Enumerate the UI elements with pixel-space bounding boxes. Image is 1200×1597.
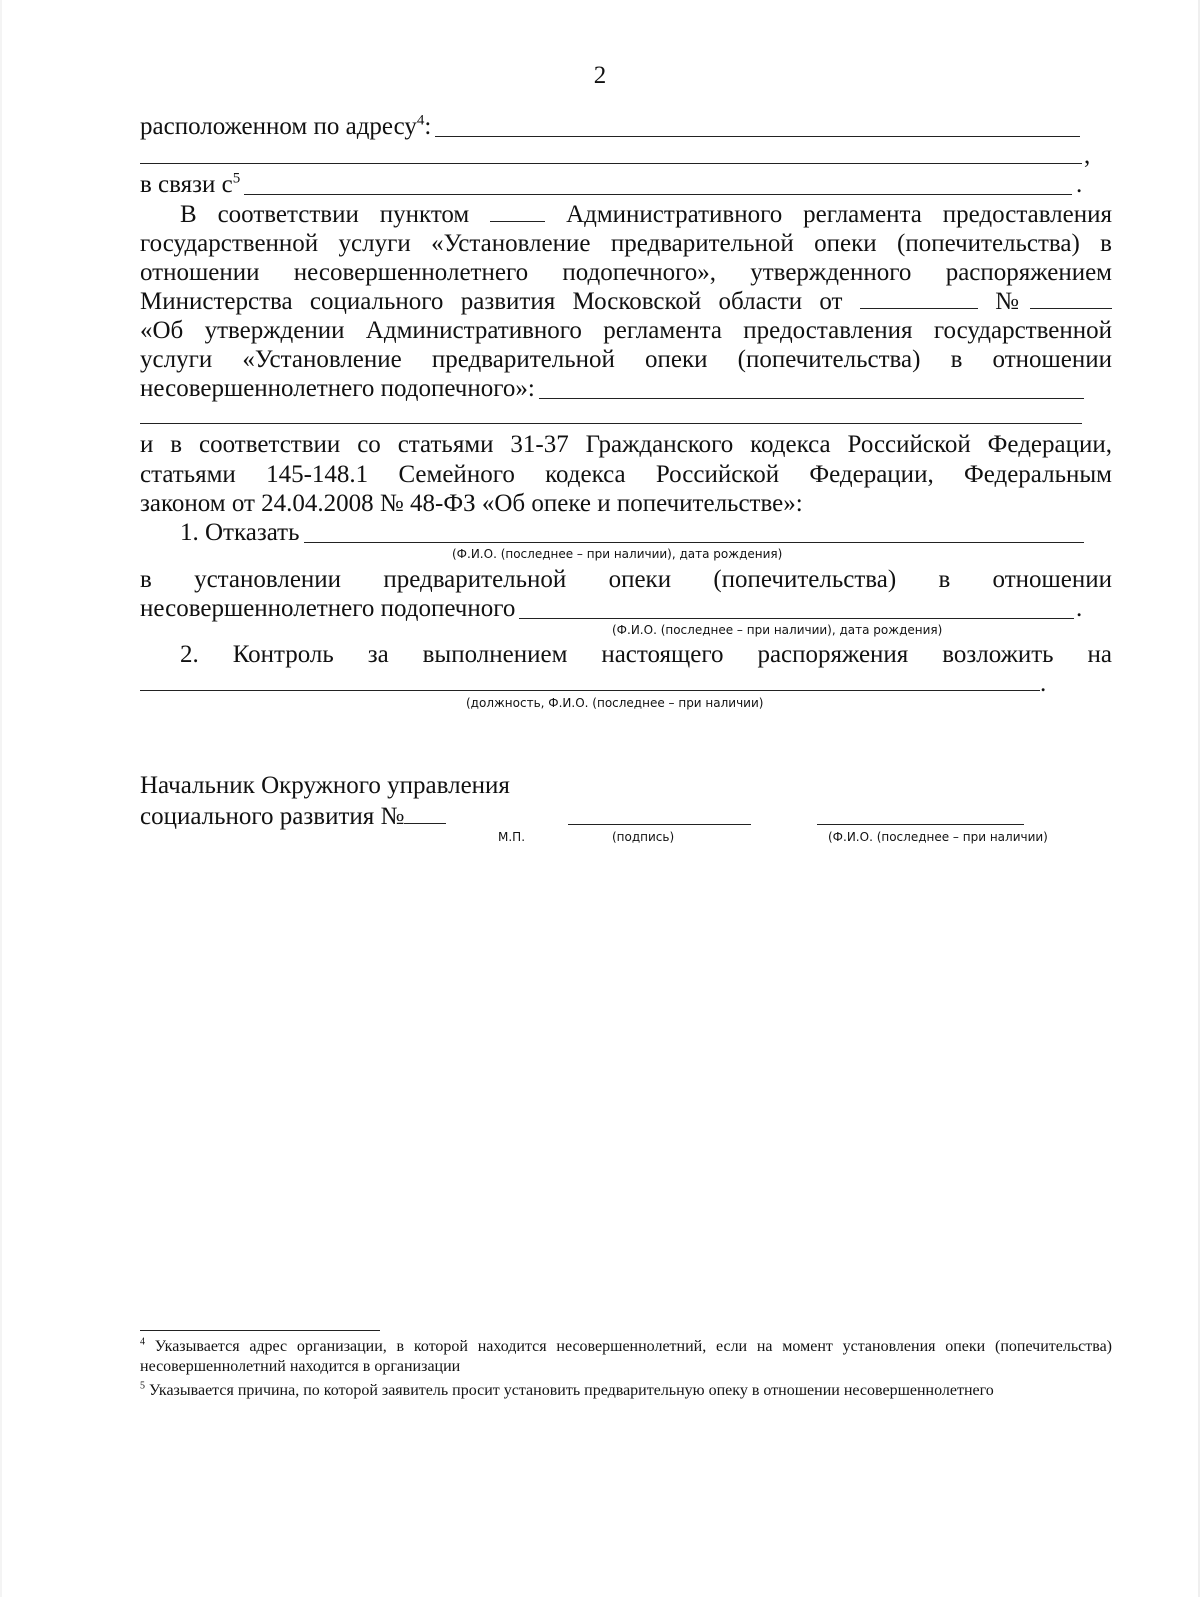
item1-line3: несовершеннолетнего подопечного	[140, 594, 1076, 623]
signature-caption: (подпись)	[612, 830, 675, 844]
refused-person-field[interactable]	[304, 520, 1085, 543]
item1-line2: в установлении предварительной опеки (попечительства) в отношении	[140, 566, 1112, 593]
para1-line4: Министерства социального развития Московской области от №	[140, 287, 1112, 316]
address-comma: ,	[1084, 142, 1091, 169]
item2-caption: (должность, Ф.И.О. (последнее – при наличии)	[466, 696, 764, 710]
para1-line3: отношении несовершеннолетнего подопечного», утвержденного распоряжением	[140, 259, 1112, 286]
regulation-point-field[interactable]	[490, 201, 545, 222]
para1-line5: «Об утверждении Административного регламента предоставления государственной	[140, 317, 1112, 344]
signatory-title-line2: социального развития №	[140, 801, 446, 832]
para2-line2: статьями 145-148.1 Семейного кодекса Российской Федерации, Федеральным	[140, 461, 1112, 488]
reason-line	[140, 170, 1074, 199]
ward-period: .	[1076, 595, 1083, 622]
para2-line3: законом от 24.04.2008 № 48-ФЗ «Об опеке и попечительстве»:	[140, 490, 803, 517]
department-number-field[interactable]	[404, 803, 446, 824]
footnote-separator	[140, 1330, 380, 1331]
address-field[interactable]	[435, 114, 1080, 137]
address-field-continued[interactable]	[140, 163, 1082, 164]
item1-caption2: (Ф.И.О. (последнее – при наличии), дата рождения)	[612, 623, 943, 637]
footnote-4: $^4$ Указывается адрес организации, в которой находится несовершеннолетний, если на момент установления опеки (попечительства) несовершеннолетний находится в организации	[140, 1336, 1112, 1375]
address-label: расположенном по адресу$^4$:	[140, 112, 432, 140]
signatory-title-line1: Начальник Окружного управления	[140, 772, 510, 799]
address-line	[140, 112, 1082, 141]
signature-field[interactable]	[568, 824, 751, 825]
footnote-ref-5: 5	[232, 170, 241, 187]
item2-period: .	[1040, 670, 1047, 697]
regulation-basis-field[interactable]	[539, 376, 1084, 399]
reason-field[interactable]	[244, 172, 1072, 195]
item1-caption: (Ф.И.О. (последнее – при наличии), дата рождения)	[452, 547, 783, 561]
para1-line7: несовершеннолетнего подопечного»:	[140, 374, 1086, 403]
page-number: 2	[593, 62, 607, 89]
signatory-name-field[interactable]	[817, 824, 1024, 825]
reason-period: .	[1076, 171, 1083, 198]
footnote-ref-4: 4	[416, 112, 425, 129]
para1-line1: В соответствии пунктом Административного регламента предоставления	[180, 201, 1112, 228]
para2-line1: и в соответствии со статьями 31-37 Гражданского кодекса Российской Федерации,	[140, 431, 1112, 458]
order-number-field[interactable]	[1030, 288, 1112, 309]
seal-place-label: М.П.	[498, 830, 526, 844]
regulation-basis-field-continued[interactable]	[140, 423, 1082, 424]
responsible-person-field[interactable]	[140, 690, 1040, 691]
para1-line6: услуги «Установление предварительной опеки (попечительства) в отношении	[140, 346, 1112, 373]
item2-line: 2. Контроль за выполнением настоящего распоряжения возложить на	[180, 641, 1112, 668]
order-date-field[interactable]	[860, 288, 978, 309]
reason-label: в связи $с^5$	[140, 170, 241, 198]
ward-field[interactable]	[519, 596, 1074, 619]
item1-line	[180, 518, 1086, 547]
para1-line2: государственной услуги «Установление предварительной опеки (попечительства) в	[140, 230, 1112, 257]
signatory-name-caption: (Ф.И.О. (последнее – при наличии)	[828, 830, 1048, 844]
scan-edge-left	[0, 0, 2, 1597]
footnote-5: $^5$ Указывается причина, по которой заявитель просит установить предварительную опеку в отношении несовершеннолетнего	[140, 1380, 994, 1399]
item1-label: 1. Отказать	[180, 519, 300, 546]
